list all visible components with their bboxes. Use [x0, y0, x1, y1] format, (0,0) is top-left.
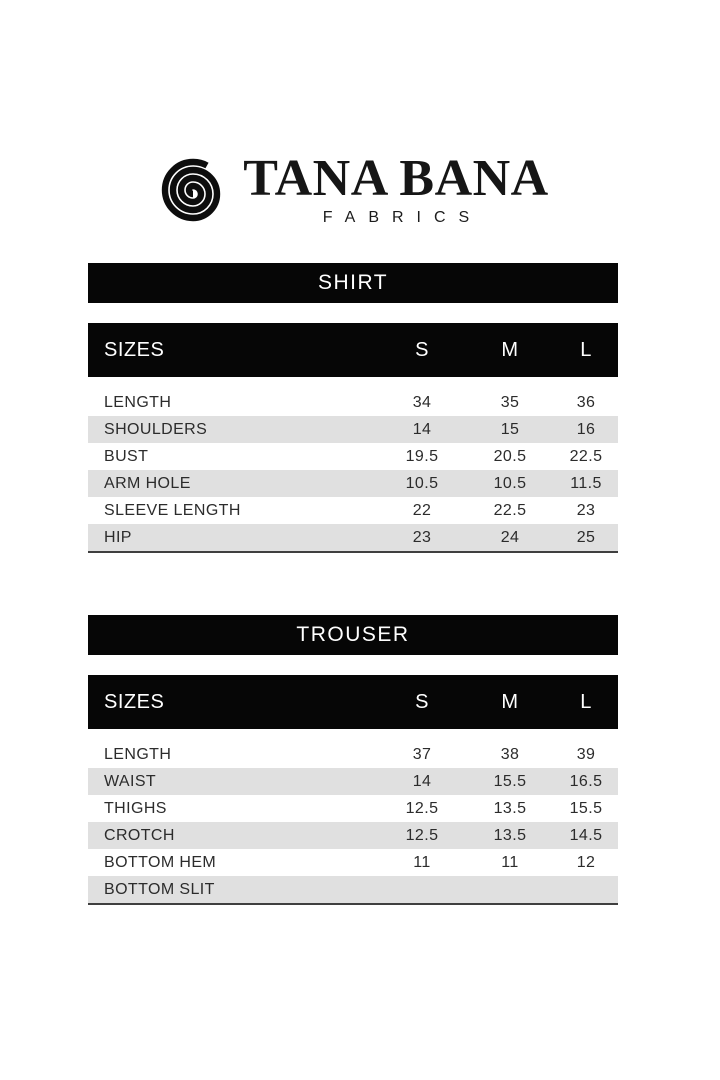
row-value-l: 25 [576, 528, 596, 546]
column-header-l: L [580, 338, 592, 361]
shirt-title-bar [88, 263, 618, 303]
table-row [88, 876, 618, 903]
table-row [88, 768, 618, 795]
row-value-m: 10.5 [493, 474, 527, 492]
shirt-rows [88, 389, 618, 553]
row-value-l: 11.5 [570, 474, 602, 492]
row-value-m: 22.5 [493, 501, 527, 519]
row-value-l: 12 [576, 853, 596, 871]
table-row [88, 849, 618, 876]
table-row [88, 497, 618, 524]
row-value-m: 15 [500, 420, 520, 438]
row-label: SHOULDERS [104, 420, 208, 438]
row-value-m: 13.5 [493, 826, 527, 844]
row-value-s: 14 [412, 420, 432, 438]
table-row [88, 470, 618, 497]
row-value-m: 35 [500, 393, 520, 411]
row-value-s: 23 [412, 528, 432, 546]
row-value-l: 39 [576, 745, 596, 763]
row-value-s: 10.5 [405, 474, 439, 492]
row-value-s: 12.5 [405, 799, 439, 817]
trouser-rows [88, 741, 618, 905]
row-label: THIGHS [104, 799, 167, 817]
row-label: BUST [104, 447, 149, 465]
row-value-m: 11 [501, 853, 519, 871]
shirt-size-table [88, 263, 618, 553]
row-label: BOTTOM SLIT [104, 880, 215, 898]
row-label: SLEEVE LENGTH [104, 501, 241, 519]
table-row [88, 443, 618, 470]
row-value-l: 16 [576, 420, 596, 438]
row-value-s: 19.5 [405, 447, 439, 465]
table-row [88, 416, 618, 443]
table-row [88, 822, 618, 849]
row-label: CROTCH [104, 826, 175, 844]
table-row [88, 741, 618, 768]
row-value-m: 13.5 [493, 799, 527, 817]
table-row [88, 795, 618, 822]
shirt-sizes-header [88, 323, 618, 377]
brand-tagline: FABRICS [322, 209, 483, 226]
column-header-l: L [580, 690, 592, 713]
row-label: HIP [104, 528, 132, 546]
trouser-sizes-header [88, 675, 618, 729]
trouser-size-table [88, 615, 618, 905]
row-value-m: 24 [500, 528, 520, 546]
row-value-l: 14.5 [569, 826, 603, 844]
trouser-title: TROUSER [296, 623, 410, 646]
column-header-m: M [501, 690, 519, 713]
row-value-s: 37 [412, 745, 432, 763]
row-value-l: 36 [576, 393, 596, 411]
column-header-m: M [501, 338, 519, 361]
row-value-m: 20.5 [493, 447, 527, 465]
brand-header [88, 150, 618, 230]
row-label: LENGTH [104, 393, 172, 411]
table-row [88, 389, 618, 416]
row-label: WAIST [104, 772, 157, 790]
row-value-l: 16.5 [569, 772, 603, 790]
row-value-s: 34 [412, 393, 432, 411]
sizes-header-label: SIZES [104, 338, 165, 361]
spiral-icon [157, 154, 229, 226]
size-chart-page [88, 150, 618, 905]
row-value-l: 22.5 [569, 447, 603, 465]
row-value-s: 12.5 [405, 826, 439, 844]
row-value-s: 22 [412, 501, 432, 519]
row-value-l: 23 [576, 501, 596, 519]
column-header-s: S [415, 338, 429, 361]
table-row [88, 524, 618, 551]
shirt-title: SHIRT [317, 271, 389, 294]
row-value-m: 38 [500, 745, 520, 763]
sizes-header-label: SIZES [104, 690, 165, 713]
brand-text [243, 150, 549, 227]
row-value-m: 15.5 [493, 772, 527, 790]
row-label: LENGTH [104, 745, 172, 763]
row-label: ARM HOLE [104, 474, 191, 492]
row-value-s: 11 [413, 853, 431, 871]
row-label: BOTTOM HEM [104, 853, 217, 871]
trouser-title-bar [88, 615, 618, 655]
row-value-l: 15.5 [569, 799, 603, 817]
brand-name: TANA BANA [243, 150, 549, 207]
column-header-s: S [415, 690, 429, 713]
row-value-s: 14 [412, 772, 432, 790]
